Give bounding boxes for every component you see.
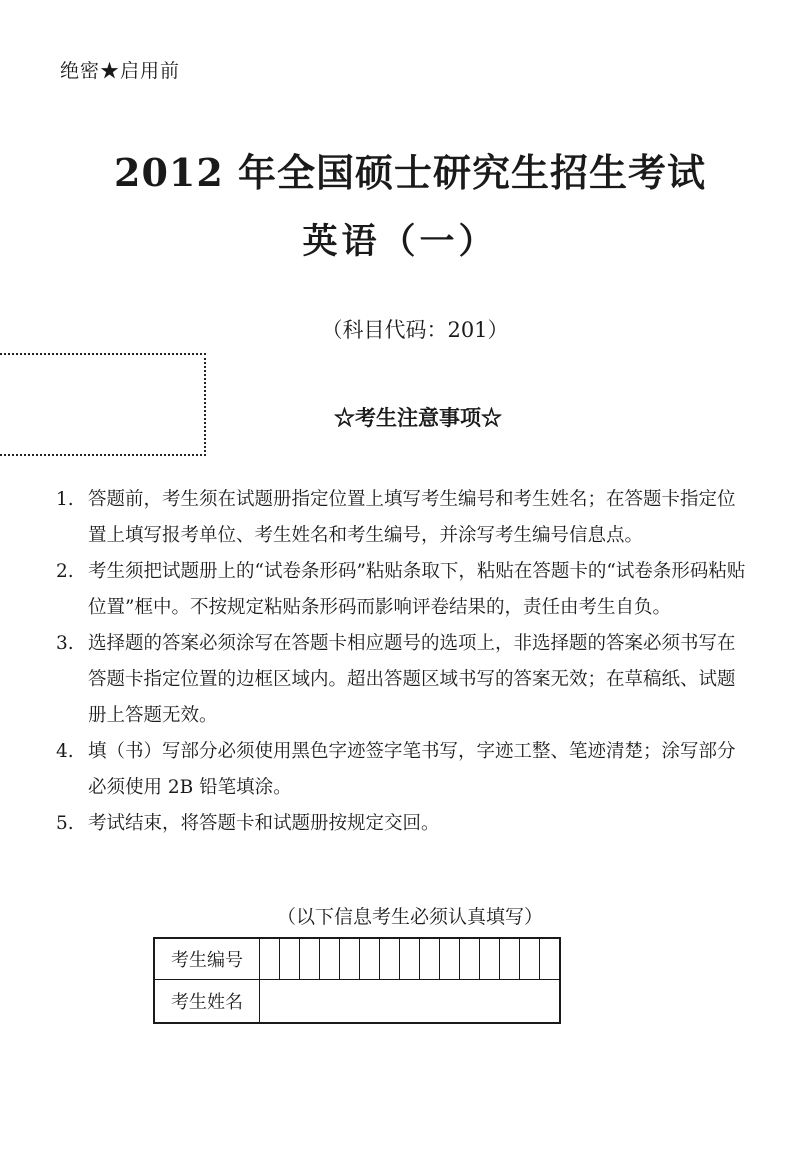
examinee-name-row xyxy=(154,980,560,1024)
examinee-number-row xyxy=(154,938,560,980)
notice-item-number: 3. xyxy=(56,633,74,654)
examinee-name-label: 考生姓名 xyxy=(154,980,260,1024)
examinee-number-cell[interactable] xyxy=(280,938,300,980)
notice-item-number: 4. xyxy=(56,741,74,762)
examinee-number-cell[interactable] xyxy=(320,938,340,980)
examinee-number-cell[interactable] xyxy=(480,938,500,980)
examinee-number-cell[interactable] xyxy=(380,938,400,980)
notice-item xyxy=(56,554,746,626)
notice-item-text: 考生须把试题册上的“试卷条形码”粘贴条取下，粘贴在答题卡的“试卷条形码粘贴位置”框中。不按规定粘贴条形码而影响评卷结果的，责任由考生自负。 xyxy=(88,561,746,618)
examinee-number-cell[interactable] xyxy=(260,938,280,980)
examinee-number-cell[interactable] xyxy=(500,938,520,980)
notice-item-number: 2. xyxy=(56,561,74,582)
examinee-number-cell[interactable] xyxy=(540,938,561,980)
examinee-number-cell[interactable] xyxy=(360,938,380,980)
examinee-info-table xyxy=(153,937,561,1024)
subject-title: 英语（一） xyxy=(302,221,498,262)
examinee-number-cell[interactable] xyxy=(300,938,320,980)
examinee-number-label: 考生编号 xyxy=(154,938,260,980)
notice-item xyxy=(56,734,746,806)
examinee-number-cell[interactable] xyxy=(520,938,540,980)
notice-item-text: 考试结束，将答题卡和试题册按规定交回。 xyxy=(88,813,440,834)
examinee-name-field[interactable] xyxy=(260,980,561,1024)
examinee-number-cell[interactable] xyxy=(340,938,360,980)
notice-item xyxy=(56,482,746,554)
subject-code: （科目代码：201） xyxy=(321,318,509,342)
examinee-number-cell[interactable] xyxy=(420,938,440,980)
exam-title: 2012 年全国硕士研究生招生考试 xyxy=(114,150,706,195)
notice-item xyxy=(56,626,746,734)
notice-title: ☆考生注意事项☆ xyxy=(334,405,502,430)
notice-item-text: 填（书）写部分必须使用黑色字迹签字笔书写，字迹工整、笔迹清楚；涂写部分必须使用 2B 铅笔填涂。 xyxy=(88,741,736,798)
form-instruction: （以下信息考生必须认真填写） xyxy=(276,906,543,928)
examinee-number-cell[interactable] xyxy=(460,938,480,980)
notice-item-text: 选择题的答案必须涂写在答题卡相应题号的选项上，非选择题的答案必须书写在答题卡指定位置的边框区域内。超出答题区域书写的答案无效；在草稿纸、试题册上答题无效。 xyxy=(88,633,736,726)
notice-item-text: 答题前，考生须在试题册指定位置上填写考生编号和考生姓名；在答题卡指定位置上填写报考单位、考生姓名和考生编号，并涂写考生编号信息点。 xyxy=(88,489,736,546)
notice-item-number: 1. xyxy=(56,489,74,510)
examinee-number-cell[interactable] xyxy=(440,938,460,980)
confidential-label: 绝密★启用前 xyxy=(60,60,181,82)
notice-item-number: 5. xyxy=(56,813,74,834)
examinee-number-cell[interactable] xyxy=(400,938,420,980)
notice-item xyxy=(56,806,746,842)
notice-list xyxy=(56,482,746,842)
